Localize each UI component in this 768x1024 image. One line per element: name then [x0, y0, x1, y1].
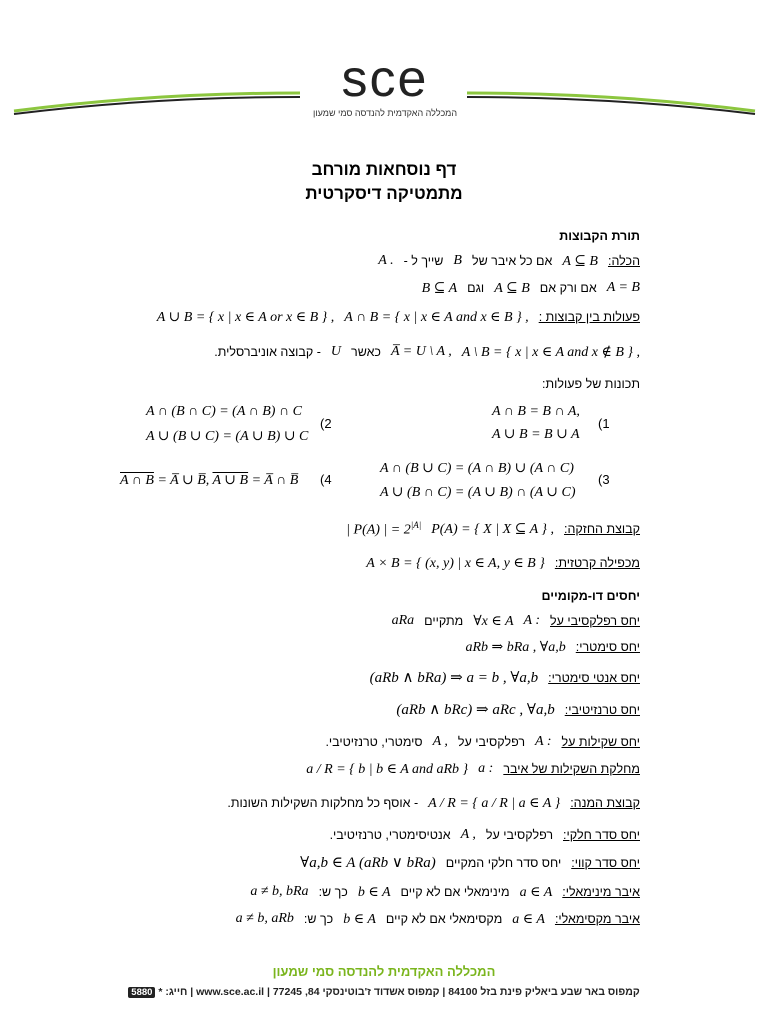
total-order-row [120, 853, 640, 872]
prop4-line [120, 472, 298, 489]
section-set-theory [120, 228, 640, 243]
prop2-number: (2 [320, 416, 332, 431]
partial-order-a: A , [460, 827, 476, 843]
footer-phone: 5880 [128, 987, 155, 998]
reflexive-ara: aRa [391, 613, 415, 629]
operations-row [120, 308, 640, 326]
complement-def: A̅ = U \ A , [391, 344, 452, 360]
equality-text: אם ורק אם [539, 281, 597, 296]
intersection-def: A ∩ B = { x | x ∈ A and x ∈ B } , [344, 309, 529, 325]
properties-label [120, 376, 640, 391]
antisymmetric-label: יחס אנטי סימטרי: [548, 670, 640, 685]
maximal-m2: b ∈ A [343, 911, 376, 927]
equality-m3: B ⊆ A [421, 280, 458, 296]
transitive-row [120, 700, 640, 719]
prop4-number: (4 [320, 472, 332, 487]
universal-u: U [330, 344, 342, 360]
minimal-m3: a ≠ b, bRa [250, 884, 309, 900]
properties-heading: תכונות של פעולות: [541, 376, 640, 391]
equivalence-text2: סימטרי, טרנזיטיבי. [325, 735, 423, 750]
reflexive-row [120, 612, 640, 630]
equivalence-a2: A , [432, 734, 448, 750]
prop4-b-rhs: = A̅ ∩ B̅ [251, 473, 299, 488]
power-set-size-exp: |A| [410, 520, 422, 530]
prop1-number: (1 [598, 416, 610, 431]
difference-def: A \ B = { x | x ∈ A and x ∉ B } , [461, 344, 640, 360]
universal-text: כאשר [351, 345, 381, 360]
antisymmetric-row [120, 668, 640, 687]
prop3-number: (3 [598, 472, 610, 487]
quotient-text: - אוסף כל מחלקות השקילות השונות. [227, 796, 419, 811]
power-set-size [346, 520, 421, 539]
equality-row [120, 279, 640, 297]
inclusion-text2: שייך ל - [403, 254, 444, 269]
operations-label: פעולות בין קבוצות : [538, 310, 640, 325]
sce-logo: sce [341, 50, 429, 108]
reflexive-a: A : [523, 613, 541, 629]
maximal-row [120, 910, 640, 928]
inclusion-b: B [453, 253, 462, 269]
equivalence-text: רפלקסיבי על [457, 735, 526, 750]
prop1-line-a: A ∩ B = B ∩ A, [492, 404, 580, 419]
partial-order-row [120, 826, 640, 844]
prop4-a-lhs: A ∩ B [120, 473, 154, 488]
universal-text2: - קבוצה אוניברסלית. [214, 345, 321, 360]
equality-m2: A ⊆ B [494, 280, 530, 296]
prop4-a-rhs: = A̅ ∪ B̅, [157, 473, 210, 488]
quotient-label: קבוצת המנה: [570, 796, 640, 811]
equivalence-row [120, 733, 640, 751]
equivalence-a: A : [535, 734, 552, 750]
section-relations [120, 588, 640, 603]
footer-college-name: המכללה האקדמית להנדסה סמי שמעון [272, 964, 496, 979]
partial-order-label: יחס סדר חלקי: [563, 828, 640, 843]
partial-order-text: רפלקסיבי על [485, 828, 553, 843]
transitive-label: יחס טרנזיטיבי: [564, 702, 640, 717]
quotient-def: A / R = { a / R | a ∈ A } [428, 795, 561, 811]
header-swoosh-right [465, 75, 757, 115]
total-order-label: יחס סדר קווי: [571, 855, 640, 870]
header-swoosh-left [12, 75, 302, 115]
union-def: A ∪ B = { x | x ∈ A or x ∈ B } , [156, 309, 335, 325]
equivalence-label: יחס שקילות על [561, 735, 640, 750]
maximal-label: איבר מקסימאלי: [554, 912, 640, 927]
equivalence-class-label: מחלקת השקילות של איבר [503, 762, 640, 777]
difference-row [120, 343, 640, 361]
maximal-m3: a ≠ b, aRb [235, 911, 294, 927]
page-title-line2: מתמטיקה דיסקרטית [305, 184, 463, 203]
equivalence-class-row [120, 760, 640, 778]
inclusion-a: A . [378, 253, 394, 269]
maximal-text2: כך ש: [303, 912, 334, 927]
prop2-line-b: A ∪ (B ∪ C) = (A ∪ B) ∪ C [146, 429, 309, 444]
antisymmetric-math: (aRb ∧ bRa) ⇒ a = b , ∀a,b [369, 670, 539, 686]
minimal-row [120, 883, 640, 901]
power-set-size-base: | P(A) | = 2 [346, 522, 411, 538]
power-set-label: קבוצת החזקה: [564, 522, 640, 537]
equality-math: A = B [606, 280, 640, 296]
page-title-line1: דף נוסחאות מורחב [311, 160, 457, 179]
equality-and: וגם [467, 281, 485, 296]
prop2-line-a: A ∩ (B ∩ C) = (A ∩ B) ∩ C [146, 404, 302, 419]
symmetric-label: יחס סימטרי: [575, 640, 640, 655]
minimal-text: מינימאלי אם לא קיים [400, 885, 510, 900]
footer-address-row [16, 986, 752, 998]
minimal-label: איבר מינימאלי: [562, 885, 640, 900]
cartesian-row [120, 554, 640, 572]
inclusion-text: אם כל איבר של [471, 254, 553, 269]
quotient-row [120, 794, 640, 812]
minimal-text2: כך ש: [318, 885, 348, 900]
power-set-def: P(A) = { X | X ⊆ A } , [431, 521, 555, 537]
relations-heading: יחסים דו-מקומיים [541, 588, 640, 603]
reflexive-text: מתקיים [424, 614, 464, 629]
transitive-math: (aRb ∧ bRc) ⇒ aRc , ∀a,b [396, 702, 555, 718]
maximal-math: a ∈ A [512, 911, 545, 927]
reflexive-math: ∀x ∈ A [473, 613, 514, 629]
symmetric-row [120, 638, 640, 656]
power-set-row [120, 520, 640, 539]
set-theory-heading: תורת הקבוצות [559, 228, 640, 243]
prop3-line-b: A ∪ (B ∩ C) = (A ∪ B) ∩ (A ∪ C) [380, 485, 576, 500]
prop3-line-a: A ∩ (B ∪ C) = (A ∩ B) ∪ (A ∩ C) [380, 461, 574, 476]
cartesian-def: A × B = { (x, y) | x ∈ A, y ∈ B } [366, 555, 545, 571]
partial-order-text2: אנטיסימטרי, טרנזיטיבי. [329, 828, 451, 843]
header-college-name: המכללה האקדמית להנדסה סמי שמעון [312, 108, 458, 118]
symmetric-math: aRb ⇒ bRa , ∀a,b [465, 639, 566, 655]
inclusion-math: A ⊆ B [562, 253, 598, 269]
minimal-m2: b ∈ A [357, 884, 391, 900]
equivalence-class-a: a : [478, 761, 494, 777]
prop4-b-lhs: A ∪ B [212, 473, 249, 488]
total-order-math: ∀a,b ∈ A (aRb ∨ bRa) [300, 855, 436, 871]
prop1-line-b: A ∪ B = B ∪ A [492, 427, 580, 442]
reflexive-label: יחס רפלקסיבי על [550, 614, 640, 629]
cartesian-label: מכפילה קרטזית: [554, 556, 640, 571]
inclusion-row [120, 252, 640, 270]
maximal-text: מקסימאלי אם לא קיים [385, 912, 503, 927]
inclusion-label: הכלה: [607, 254, 640, 269]
header [0, 50, 768, 135]
total-order-text: יחס סדר חלקי המקיים [445, 855, 562, 870]
equivalence-class-def: a / R = { b | b ∈ A and aRb } [306, 761, 469, 777]
minimal-math: a ∈ A [519, 884, 553, 900]
footer-address: קמפוס באר שבע ביאליק פינת בזל 84100 | קמפוס אשדוד ז'בוטינסקי 84, 77245 | www.sce.ac.il | חייג: * [158, 986, 640, 998]
